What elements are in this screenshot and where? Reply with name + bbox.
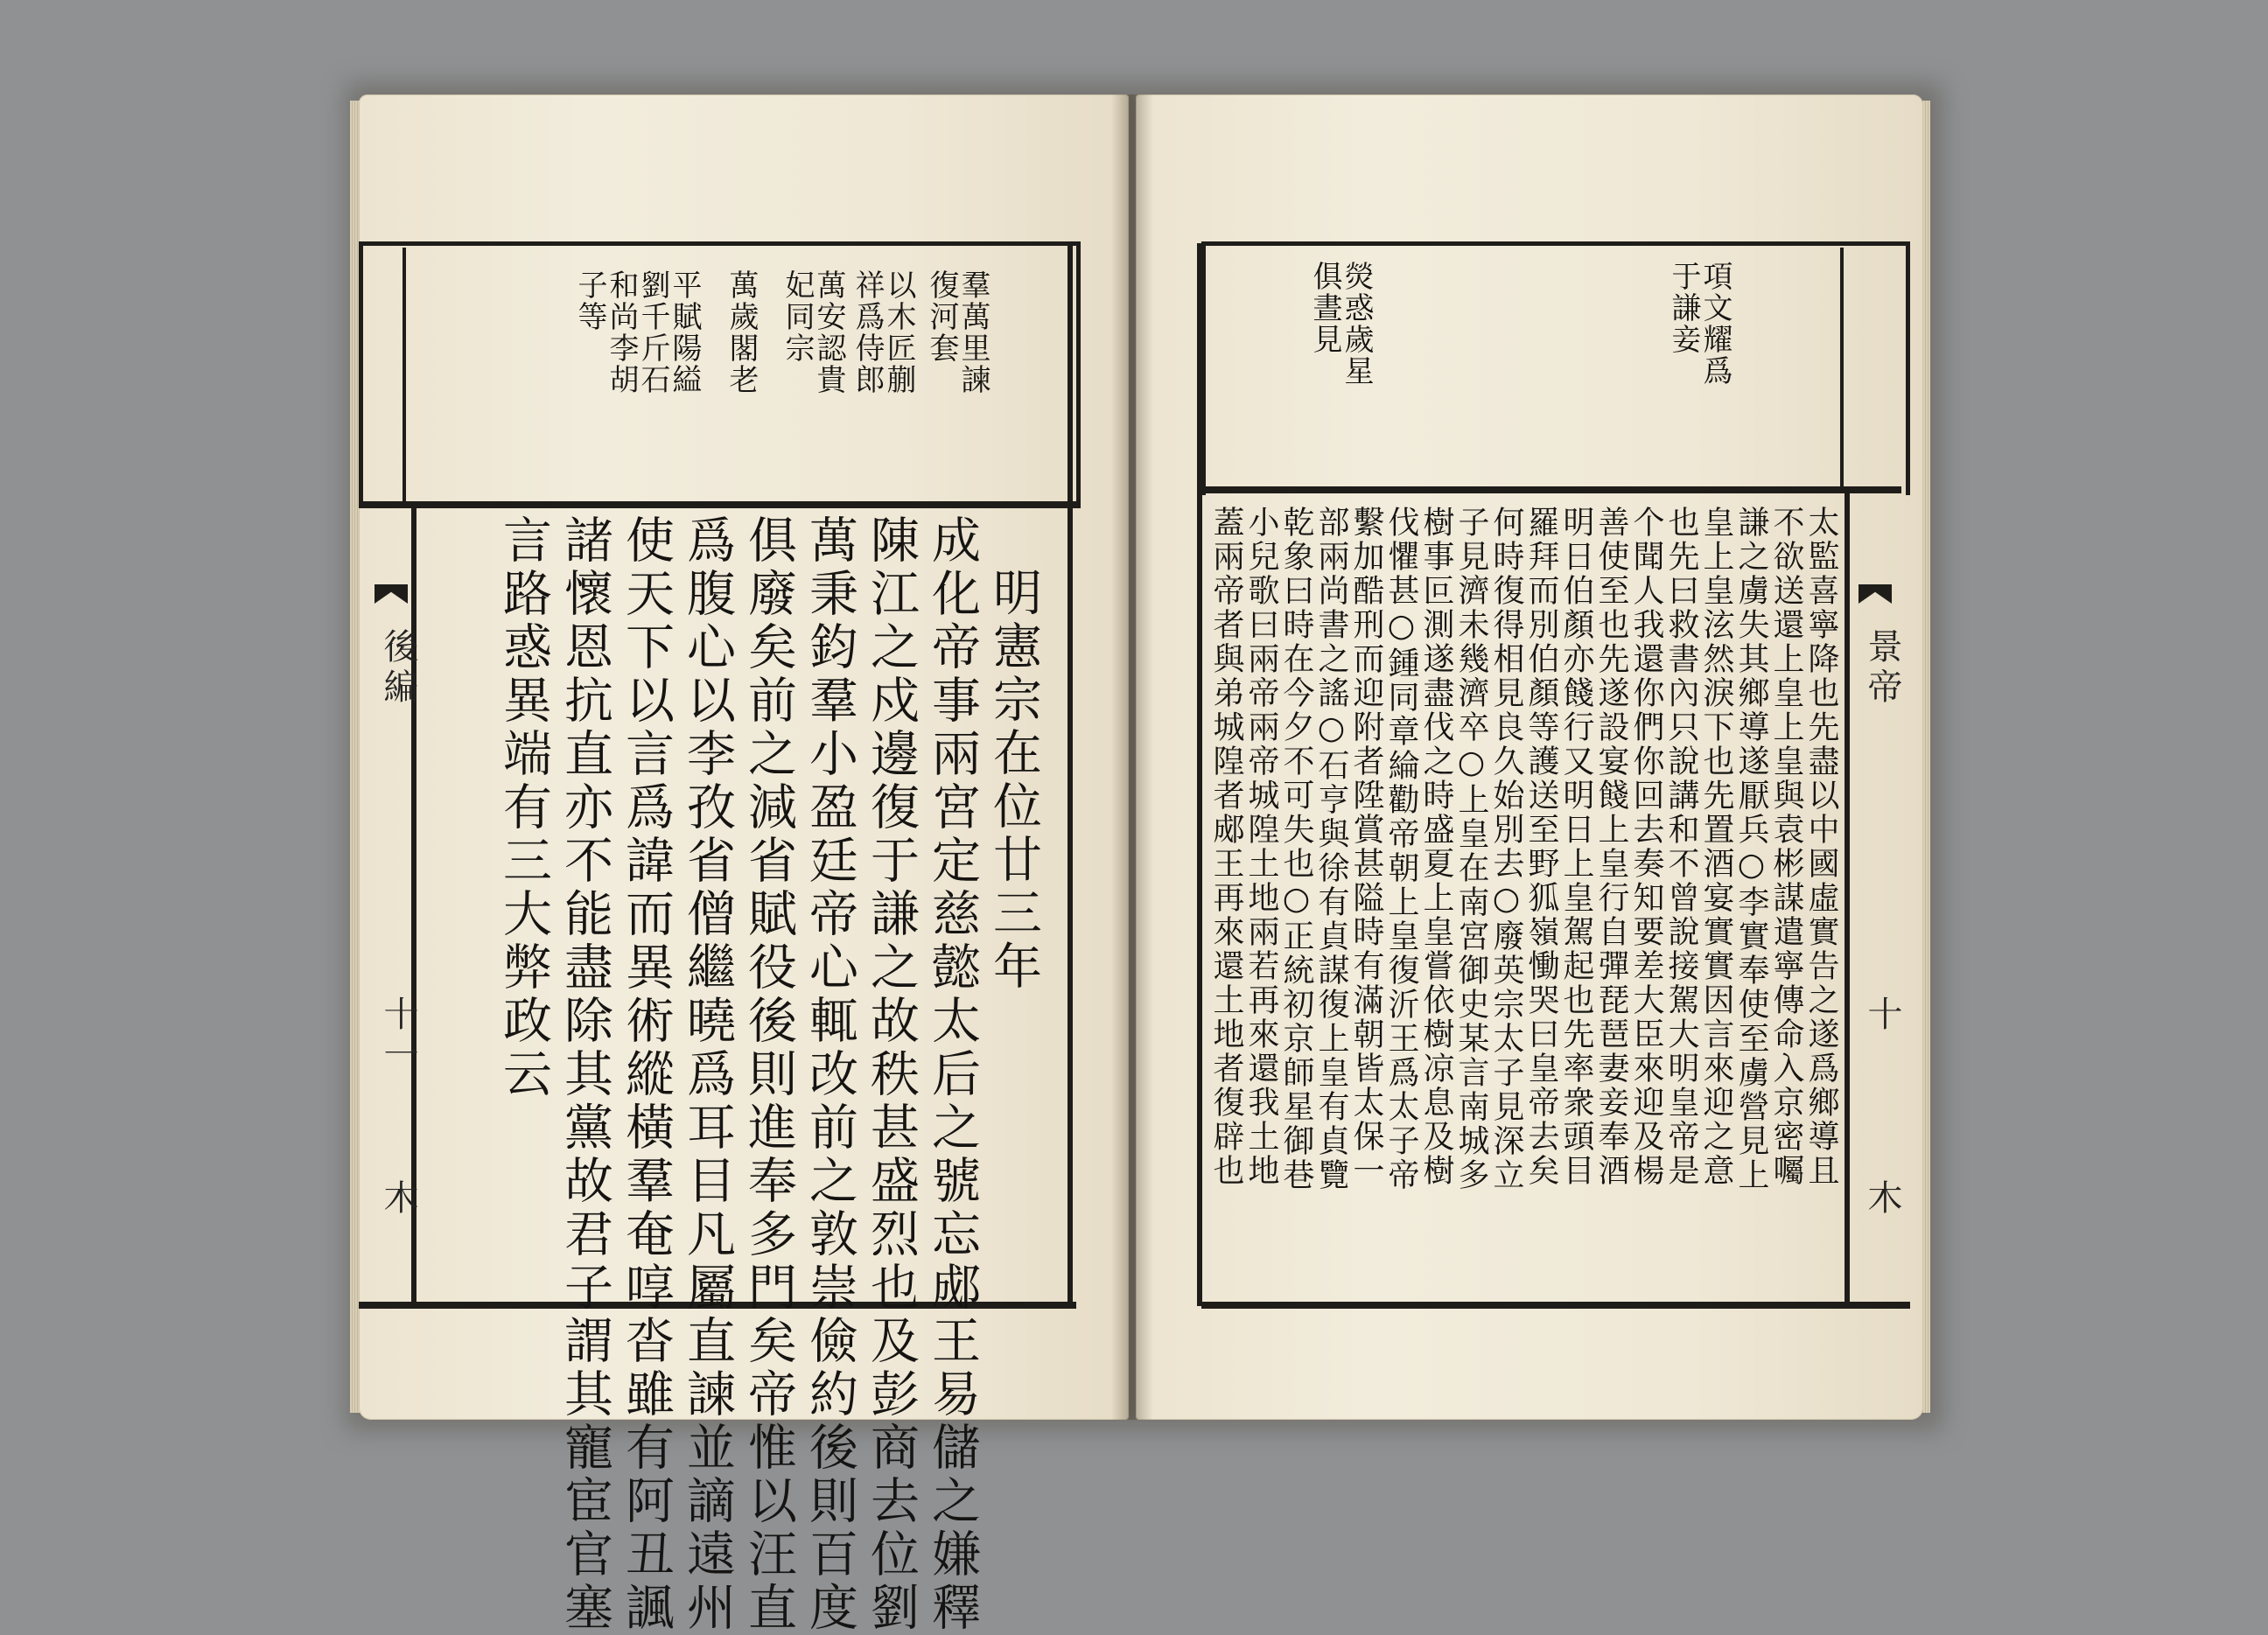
- right-col-9: 羅拜而別伯顏等護送至野狐嶺慟哭曰皇帝去矣: [1523, 506, 1559, 1188]
- left-col-5: 俱廢矣前之減省賦役後則進奉多門矣帝惟以汪直: [740, 514, 797, 1635]
- book-gutter: [1111, 94, 1153, 1420]
- right-col-6: 个聞人我還你們你回去奏知要差大臣來迎及楊: [1628, 506, 1664, 1188]
- left-col-3: 陳江之戍邊復于謙之故秩甚盛烈也及彭商去位劉: [863, 514, 920, 1635]
- right-col-18: 蓋兩帝者與弟城隍者郕王再來還土地者復辟也: [1208, 506, 1244, 1188]
- right-col-12: 樹事叵測遂盡伐之時盛夏上皇嘗依樹凉息及樹: [1418, 506, 1454, 1188]
- left-headnote-2: 以木匠蒯祥爲侍郎: [850, 269, 916, 395]
- right-page: [1136, 94, 1923, 1420]
- left-fold-fishtail-icon: [374, 584, 408, 604]
- right-col-2: 不欲送還上皇上皇與袁彬謀遣寧傳命入京密囑: [1768, 506, 1804, 1188]
- left-head-rule: [359, 501, 1076, 508]
- right-fold-rule: [1844, 493, 1850, 1306]
- right-col-3: 謙之虜失其鄉導遂厭兵○李實奉使至虜營見上: [1733, 506, 1769, 1192]
- left-page: [359, 94, 1129, 1635]
- right-outer-rule: [1197, 243, 1202, 1306]
- left-col-4: 萬秉鈞羣小盈廷帝心輒改前之敦崇儉約後則百度: [802, 514, 858, 1635]
- left-col-2: 成化帝事兩宮定慈懿太后之號忘郕王易儲之嫌釋: [924, 514, 981, 1635]
- left-outer-rule: [1068, 243, 1073, 1306]
- right-col-16: 乾象曰時在今夕不可失也○正統初京師星御巷: [1278, 506, 1314, 1192]
- right-col-4: 皇上皇泫然淚下也先置酒宴實實因言來迎之意: [1698, 506, 1734, 1188]
- right-head-rule: [1201, 486, 1901, 493]
- right-headnote-1: 項文耀爲于謙妾: [1666, 261, 1732, 387]
- right-col-10: 何時復得相見良久始別去○廢英宗太子見深立: [1488, 506, 1524, 1192]
- right-col-15: 部兩尚書之謠○石亨與徐有貞謀復上皇有貞覽: [1313, 506, 1349, 1192]
- left-head-inner-rule: [402, 248, 406, 501]
- right-col-13: 伐懼甚○鍾同章綸勸帝朝上皇復沂王爲太子帝: [1383, 506, 1419, 1192]
- right-col-1: 太監喜寧降也先盡以中國虛實告之遂爲鄉導且: [1803, 506, 1839, 1188]
- left-col-8: 諸懷恩抗直亦不能盡除其黨故君子謂其寵宦官塞: [556, 514, 613, 1635]
- right-fold-fishtail-icon: [1858, 584, 1892, 604]
- right-fold-page-number: 十: [1862, 996, 1902, 1036]
- left-headnote-5: 平賦陽縊劉千斤石和尚李胡子等: [572, 269, 702, 395]
- left-headnote-1: 羣萬里諫復河套: [924, 269, 990, 395]
- right-head-inner-rule: [1840, 248, 1844, 488]
- left-fold-title: 後編: [378, 628, 418, 709]
- right-col-8: 明日伯顏亦餞行又明日上皇駕起也先率衆頭目: [1558, 506, 1594, 1188]
- left-col-9: 言路惑異端有三大弊政云: [495, 514, 552, 1101]
- right-col-17: 小兒歌曰兩帝兩帝城隍土地兩若再來還我土地: [1243, 506, 1279, 1188]
- right-bottom-rule: [1201, 1302, 1910, 1309]
- left-headnote-4: 萬歲閣老: [724, 269, 759, 395]
- right-col-5: 也先曰救書內只說講和不曾說接駕大明皇帝是: [1663, 506, 1699, 1188]
- left-fold-page-number: 十一: [378, 996, 418, 1076]
- left-col-7: 使天下以言爲諱而異術縱橫羣奄啍沓雖有阿丑諷: [618, 514, 675, 1635]
- right-col-7: 善使至也先遂設宴餞上皇行自彈琵琶妻妾奉酒: [1593, 506, 1629, 1188]
- left-fold-marker: 木: [378, 1179, 418, 1219]
- left-col-1-reign-heading: 明憲宗在位廿三年: [985, 567, 1042, 994]
- right-fold-marker: 木: [1862, 1179, 1902, 1219]
- right-fold-title: 景帝: [1862, 628, 1902, 709]
- right-col-11: 子見濟未幾濟卒○上皇在南宮御史某言南城多: [1453, 506, 1489, 1192]
- right-col-14: 繫加酷刑而迎附者陞賞甚隘時有滿朝皆太保一: [1348, 506, 1384, 1188]
- left-headnote-3: 萬安認貴妃同宗: [780, 269, 846, 395]
- right-headnote-2: 熒惑歲星俱晝見: [1307, 261, 1374, 387]
- left-col-6: 爲腹心以李孜省僧繼曉爲耳目凡屬直諫並謫遠州: [679, 514, 736, 1635]
